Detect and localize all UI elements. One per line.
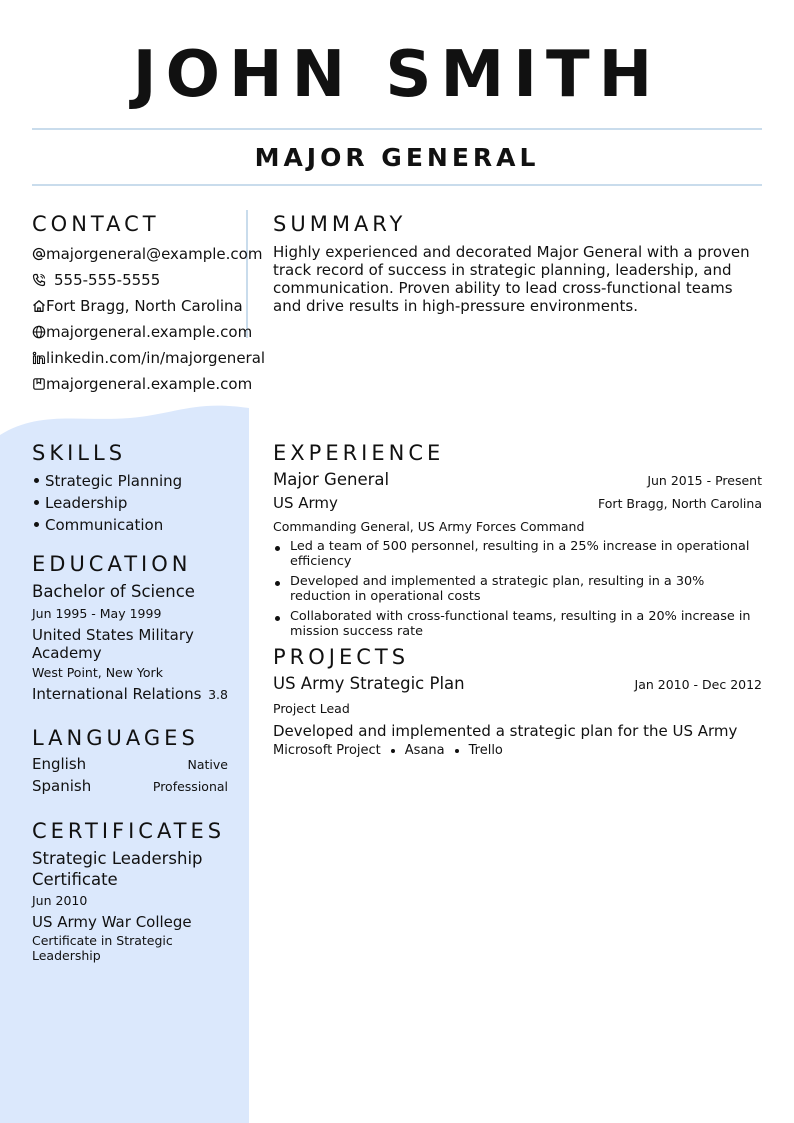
contact-vertical-divider <box>246 210 248 338</box>
skill-text: Strategic Planning <box>45 472 183 490</box>
skill-item <box>32 470 228 492</box>
project-name: US Army Strategic Plan <box>273 674 465 693</box>
contact-phone-text: 555-555-5555 <box>54 271 161 289</box>
certificates-section <box>32 818 228 963</box>
language-name: English <box>32 755 87 773</box>
globe-icon <box>32 325 46 339</box>
phone-icon <box>32 273 54 287</box>
contact-section <box>32 211 266 397</box>
contact-location-text: Fort Bragg, North Carolina <box>46 297 243 315</box>
header-bottom-divider <box>32 184 762 186</box>
bullet-dot <box>34 478 39 483</box>
contact-email-text: majorgeneral@example.com <box>46 245 263 263</box>
summary-section <box>273 211 762 315</box>
projects-heading: PROJECTS <box>273 645 410 669</box>
summary-text: Highly experienced and decorated Major General with a proven track record of success in strategic planning, leadership, and communication. Proven ability to lead cross-functional teams and drive results in high-pressure environments. <box>273 243 750 315</box>
skill-text: Communication <box>45 516 164 534</box>
skill-item <box>32 492 228 514</box>
contact-portfolio-text: majorgeneral.example.com <box>46 375 253 393</box>
project-tool: Microsoft Project <box>273 743 381 758</box>
experience-bullets <box>273 539 762 639</box>
language-level: Native <box>187 757 228 772</box>
education-heading: EDUCATION <box>32 552 192 576</box>
bullet-dot <box>34 500 39 505</box>
experience-org-row <box>273 494 762 516</box>
certificate-description: Certificate in Strategic Leadership <box>32 933 173 963</box>
skills-heading: SKILLS <box>32 441 127 465</box>
experience-bullet: Led a team of 500 personnel, resulting in a 25% increase in operational efficiency <box>273 539 762 569</box>
education-field-row <box>32 685 228 703</box>
education-degree: Bachelor of Science <box>32 582 195 601</box>
project-title-row <box>273 674 762 698</box>
bullet-dot <box>455 749 459 753</box>
language-row <box>32 755 228 777</box>
language-name: Spanish <box>32 777 92 795</box>
contact-website-text: majorgeneral.example.com <box>46 323 253 341</box>
at-icon <box>32 247 46 261</box>
header-top-divider <box>32 128 762 130</box>
project-dates: Jan 2010 - Dec 2012 <box>634 677 762 692</box>
contact-linkedin-text: linkedin.com/in/majorgeneral <box>46 349 266 367</box>
summary-heading: SUMMARY <box>273 212 407 236</box>
linkedin-icon <box>32 351 46 365</box>
education-school: United States Military Academy <box>32 626 194 662</box>
languages-section <box>32 725 228 799</box>
education-gpa: 3.8 <box>208 687 228 702</box>
contact-linkedin[interactable] <box>32 345 266 371</box>
experience-title: Major General <box>273 470 390 489</box>
projects-section <box>273 644 762 758</box>
experience-heading: EXPERIENCE <box>273 441 445 465</box>
bullet-dot <box>34 522 39 527</box>
experience-location: Fort Bragg, North Carolina <box>598 496 762 511</box>
education-section <box>32 551 228 703</box>
contact-email[interactable] <box>32 241 263 267</box>
language-row <box>32 777 228 799</box>
education-dates: Jun 1995 - May 1999 <box>32 606 162 621</box>
contact-portfolio[interactable] <box>32 371 253 397</box>
project-tools <box>273 743 762 758</box>
language-level: Professional <box>152 779 228 794</box>
project-description: Developed and implemented a strategic plan for the US Army <box>273 722 738 740</box>
bookmark-icon <box>32 377 46 391</box>
experience-bullet: Collaborated with cross-functional teams, resulting in a 20% increase in mission success rate <box>273 609 762 639</box>
contact-website[interactable] <box>32 319 253 345</box>
home-icon <box>32 299 46 313</box>
project-tool: Asana <box>404 743 445 758</box>
experience-title-row <box>273 470 762 494</box>
experience-dates: Jun 2015 - Present <box>647 473 762 488</box>
contact-heading: CONTACT <box>32 212 160 236</box>
experience-section <box>273 440 762 644</box>
skill-item <box>32 514 228 536</box>
contact-location <box>32 293 243 319</box>
candidate-name: JOHN SMITH <box>132 38 662 112</box>
languages-heading: LANGUAGES <box>32 726 199 750</box>
skills-section <box>32 440 228 536</box>
contact-phone[interactable] <box>32 267 228 293</box>
experience-org: US Army <box>273 494 338 512</box>
certificate-date: Jun 2010 <box>32 893 88 908</box>
education-location: West Point, New York <box>32 665 163 680</box>
education-field: International Relations <box>32 685 202 703</box>
skill-text: Leadership <box>45 494 128 512</box>
experience-bullet: Developed and implemented a strategic plan, resulting in a 30% reduction in operational costs <box>273 574 762 604</box>
experience-subtitle: Commanding General, US Army Forces Command <box>273 519 585 534</box>
certificate-name: Strategic Leadership Certificate <box>32 849 203 889</box>
project-tool: Trello <box>468 743 503 758</box>
certificates-heading: CERTIFICATES <box>32 819 226 843</box>
certificate-issuer: US Army War College <box>32 913 192 931</box>
job-title: MAJOR GENERAL <box>254 143 540 172</box>
bullet-dot <box>391 749 395 753</box>
project-role: Project Lead <box>273 701 350 716</box>
